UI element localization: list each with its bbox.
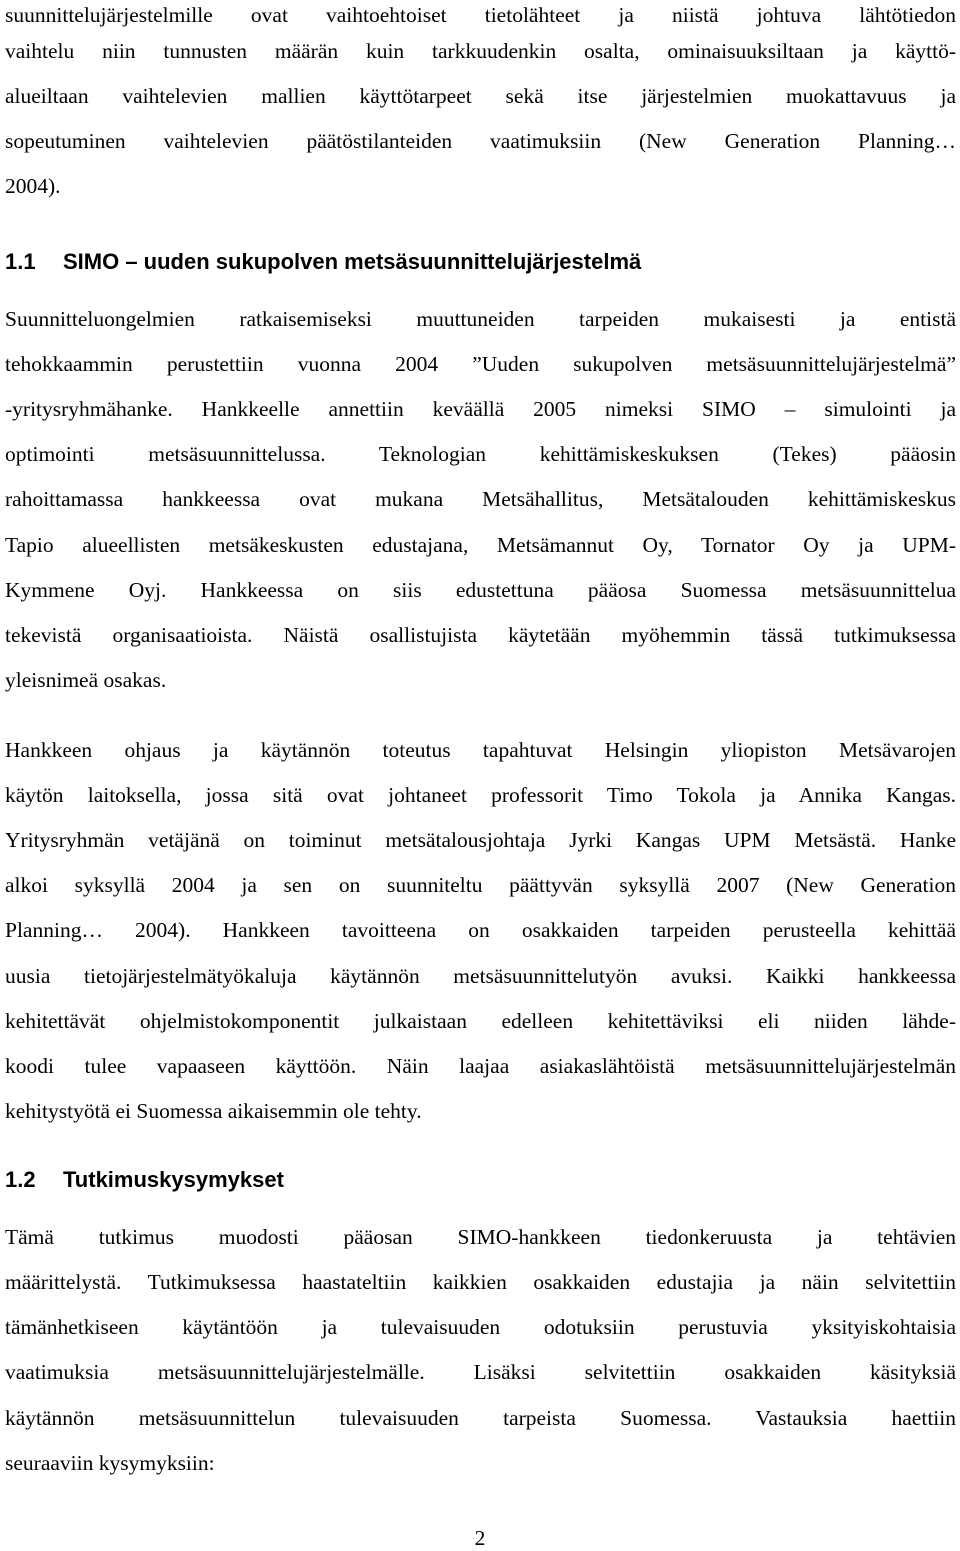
text-line: käytännön metsäsuunnittelun tulevaisuuden tarpeista Suomessa. Vastauksia haettiin [5, 1406, 956, 1430]
text-line: uusia tietojärjestelmätyökaluja käytännön metsäsuunnittelutyön avuksi. Kaikki hankkeessa [5, 964, 956, 988]
text-line: alkoi syksyllä 2004 ja sen on suunniteltu päättyvän syksyllä 2007 (New Generation [5, 873, 956, 897]
section-number: 1.2 [5, 1167, 36, 1192]
text-line: 2004). [5, 174, 61, 198]
text-line: käytön laitoksella, jossa sitä ovat johtaneet professorit Timo Tokola ja Annika Kangas. [5, 783, 956, 807]
section-number: 1.1 [5, 249, 36, 274]
text-line: Kymmene Oyj. Hankkeessa on siis edustettuna pääosa Suomessa metsäsuunnittelua [5, 578, 956, 602]
text-line: koodi tulee vapaaseen käyttöön. Näin laajaa asiakaslähtöistä metsäsuunnittelujärjestelmän [5, 1054, 956, 1078]
section-heading-1-1 [5, 247, 641, 277]
text-line: Planning… 2004). Hankkeen tavoitteena on osakkaiden tarpeiden perusteella kehittää [5, 918, 956, 942]
text-line: alueiltaan vaihtelevien mallien käyttötarpeet sekä itse järjestelmien muokattavuus ja [5, 84, 956, 108]
text-line: vaatimuksia metsäsuunnittelujärjestelmälle. Lisäksi selvitettiin osakkaiden käsityksiä [5, 1360, 956, 1384]
text-line: sopeutuminen vaihtelevien päätöstilanteiden vaatimuksiin (New Generation Planning… [5, 129, 956, 153]
text-line: Tämä tutkimus muodosti pääosan SIMO-hankkeen tiedonkeruusta ja tehtävien [5, 1225, 956, 1249]
text-line: tämänhetkiseen käytäntöön ja tulevaisuuden odotuksiin perustuvia yksityiskohtaisia [5, 1315, 956, 1339]
text-line: suunnittelujärjestelmille ovat vaihtoehtoiset tietolähteet ja niistä johtuva lähtötiedon [5, 3, 956, 27]
text-line: kehitystyötä ei Suomessa aikaisemmin ole tehty. [5, 1099, 422, 1123]
text-line: Hankkeen ohjaus ja käytännön toteutus tapahtuvat Helsingin yliopiston Metsävarojen [5, 738, 956, 762]
text-line: määrittelystä. Tutkimuksessa haastateltiin kaikkien osakkaiden edustajia ja näin selvitettiin [5, 1270, 956, 1294]
section-heading-1-2 [5, 1165, 284, 1195]
text-line: yleisnimeä osakas. [5, 668, 167, 692]
text-line: vaihtelu niin tunnusten määrän kuin tarkkuudenkin osalta, ominaisuuksiltaan ja käyttö- [5, 39, 956, 63]
text-line: kehitettävät ohjelmistokomponentit julkaistaan edelleen kehitettäviksi eli niiden lähde- [5, 1009, 956, 1033]
text-line: tekevistä organisaatioista. Näistä osallistujista käytetään myöhemmin tässä tutkimuksessa [5, 623, 956, 647]
text-line: rahoittamassa hankkeessa ovat mukana Metsähallitus, Metsätalouden kehittämiskeskus [5, 487, 956, 511]
text-line: Suunnitteluongelmien ratkaisemiseksi muuttuneiden tarpeiden mukaisesti ja entistä [5, 307, 956, 331]
section-title: Tutkimuskysymykset [63, 1167, 284, 1192]
section-title: SIMO – uuden sukupolven metsäsuunnittelujärjestelmä [63, 249, 642, 274]
text-line: seuraaviin kysymyksiin: [5, 1451, 215, 1475]
text-line: Tapio alueellisten metsäkeskusten edustajana, Metsämannut Oy, Tornator Oy ja UPM- [5, 533, 956, 557]
text-line: Yritysryhmän vetäjänä on toiminut metsätalousjohtaja Jyrki Kangas UPM Metsästä. Hanke [5, 828, 956, 852]
text-line: tehokkaammin perustettiin vuonna 2004 ”Uuden sukupolven metsäsuunnittelujärjestelmä” [5, 352, 956, 376]
text-line: optimointi metsäsuunnittelussa. Teknologian kehittämiskeskuksen (Tekes) pääosin [5, 442, 956, 466]
text-line: -yritysryhmähanke. Hankkeelle annettiin keväällä 2005 nimeksi SIMO – simulointi ja [5, 397, 956, 421]
page-number: 2 [474, 1526, 486, 1550]
